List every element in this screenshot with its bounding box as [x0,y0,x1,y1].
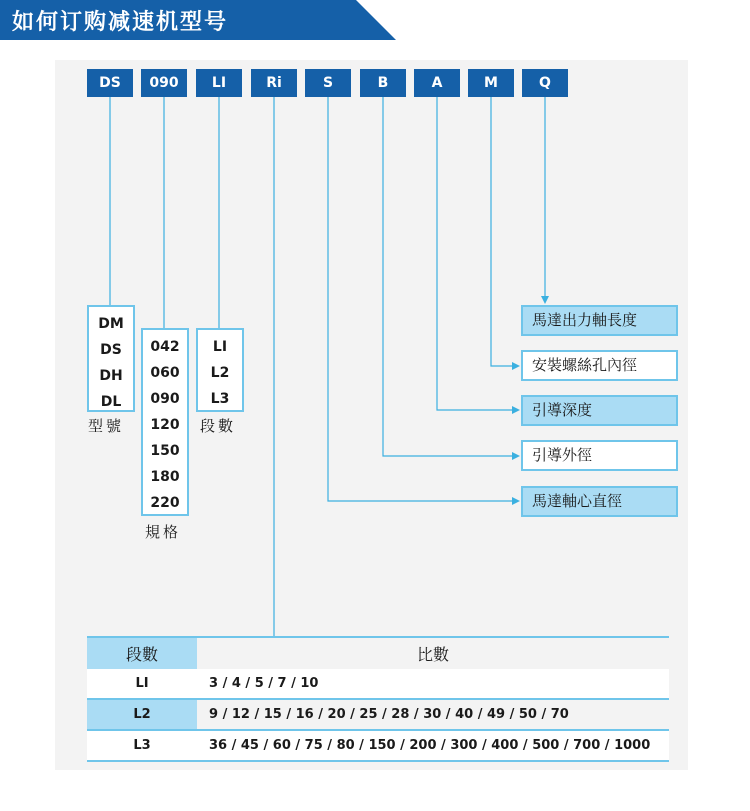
arrow-q [541,296,549,304]
code-box-q: Q [522,69,568,97]
line-a [437,97,512,410]
table-row [87,699,669,730]
banner-title: 如何订购减速机型号 [12,9,229,35]
code-box-s: S [305,69,351,97]
model-label: 型號 [88,417,125,435]
spec-value: 180 [150,469,180,485]
code-box-b: B [360,69,406,97]
row-ratios: 36 / 45 / 60 / 75 / 80 / 150 / 200 / 300 / 400 / 500 / 700 / 1000 [197,730,669,761]
label-motor-shaft-diameter: 馬達軸心直徑 [521,486,678,517]
label-pilot-depth: 引導深度 [521,395,678,426]
spec-value: 120 [150,417,180,433]
spec-value: 042 [150,339,180,355]
arrow-s [512,497,520,505]
row-ratios: 3 / 4 / 5 / 7 / 10 [197,669,669,699]
header-ratio: 比數 [197,637,669,669]
table-row [87,669,669,699]
arrow-b [512,452,520,460]
ratio-table-header [87,637,669,669]
line-s [328,97,512,501]
spec-value: 060 [150,365,180,381]
label-motor-shaft-length: 馬達出力軸長度 [521,305,678,336]
label-mount-screw-diameter: 安裝螺絲孔內徑 [521,350,678,381]
spec-value: 220 [150,495,180,511]
code-box-m: M [468,69,514,97]
code-box-a: A [414,69,460,97]
ratio-table [87,636,669,762]
code-box-li: LI [196,69,242,97]
line-b [383,97,512,456]
spec-label: 規格 [145,523,182,541]
header-stage: 段數 [87,637,197,669]
spec-value: 090 [150,391,180,407]
code-box-ri: Ri [251,69,297,97]
code-box-090: 090 [141,69,187,97]
arrow-a [512,406,520,414]
stage-value: L2 [210,365,230,381]
stage-value: L3 [210,391,230,407]
model-column [87,305,135,412]
stage-value: LI [212,339,228,355]
code-box-ds: DS [87,69,133,97]
stage-column [196,328,244,412]
line-m [491,97,512,366]
row-ratios: 9 / 12 / 15 / 16 / 20 / 25 / 28 / 30 / 40 / 49 / 50 / 70 [197,699,669,730]
model-value: DM [98,316,124,332]
row-stage: LI [87,669,197,699]
spec-value: 150 [150,443,180,459]
stage-label: 段數 [200,417,237,435]
model-value: DS [100,342,122,358]
model-value: DL [100,394,122,410]
row-stage: L3 [87,730,197,761]
row-stage: L2 [87,699,197,730]
label-pilot-diameter: 引導外徑 [521,440,678,471]
model-value: DH [99,368,123,384]
table-row [87,730,669,761]
spec-column [141,328,189,516]
arrow-m [512,362,520,370]
